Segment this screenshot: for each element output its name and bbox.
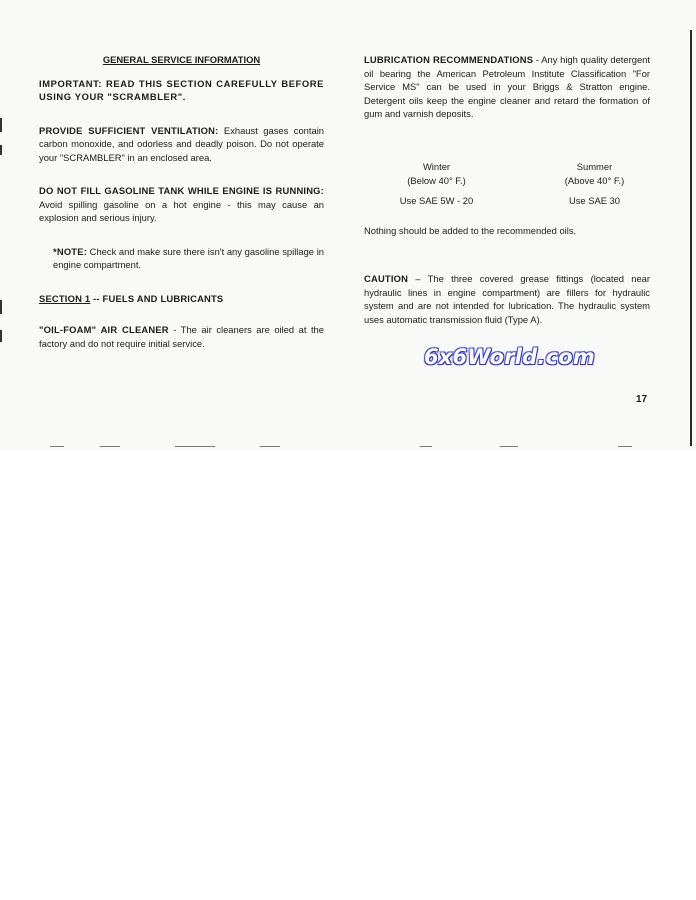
scan-dash (175, 446, 215, 447)
note-label: *NOTE: (53, 245, 88, 257)
ventilation-label: PROVIDE SUFFICIENT VENTILATION: (39, 124, 219, 136)
gasoline-paragraph (39, 184, 324, 225)
section-title: -- FUELS AND LUBRICANTS (90, 292, 224, 304)
section-heading (39, 292, 324, 306)
note-text: Check and make sure there isn't any gasoline spillage in engine compartment. (53, 245, 324, 270)
note-paragraph (53, 245, 324, 272)
gasoline-label: DO NOT FILL GASOLINE TANK WHILE ENGINE IS RUNNING: (39, 185, 324, 196)
gasoline-text: Avoid spilling gasoline on a hot engine - this may cause an explosion and serious injury. (39, 198, 324, 223)
general-service-heading: GENERAL SERVICE INFORMATION (102, 54, 261, 65)
caution-text: – The three covered grease fittings (located near hydraulic lines in engine compartment) are fillers for hydraulic system and are not intended for lubrication. The hydraulic system uses automatic transmission fluid (Type A). (364, 273, 650, 325)
scan-dash (260, 446, 280, 447)
scan-edge-right (686, 30, 692, 446)
scan-dash (50, 446, 64, 447)
important-notice: IMPORTANT: READ THIS SECTION CAREFULLY BEFORE USING YOUR "SCRAMBLER". (39, 77, 324, 102)
nothing-added-note: Nothing should be added to the recommended oils. (364, 225, 577, 236)
scan-dash (100, 446, 120, 447)
scan-dash (618, 446, 632, 447)
summer-heading: Summer (576, 161, 613, 172)
air-cleaner-label: "OIL-FOAM" AIR CLEANER (39, 324, 169, 335)
lubrication-label: LUBRICATION RECOMMENDATIONS (364, 54, 534, 65)
summer-oil: Use SAE 30 (568, 195, 621, 206)
winter-oil: Use SAE 5W - 20 (399, 195, 474, 206)
scan-edge-left-mark (0, 145, 2, 155)
right-column (364, 53, 650, 121)
air-cleaner-paragraph (39, 323, 324, 350)
scan-edge-left-mark (0, 118, 2, 132)
scan-edge-left-mark (0, 300, 2, 314)
watermark-logo: 6x6World.com (424, 345, 595, 369)
page-number: 17 (636, 394, 648, 405)
ventilation-text: Exhaust gases contain carbon monoxide, and odorless and deadly poison. Do not operate your "SCRAMBLER" in an enclosed area. (39, 124, 324, 163)
scan-dash (420, 446, 432, 447)
winter-temperature: (Below 40° F.) (407, 175, 466, 186)
lubrication-text: - Any high quality detergent oil bearing the American Petroleum Institute Classification "For Service MS" can be used in your Briggs & Stratton engine. Detergent oils keep the engine cleaner and retard the formation of gum and varnish deposits. (364, 54, 650, 119)
winter-column (364, 160, 509, 208)
winter-heading: Winter (422, 161, 451, 172)
scan-dash (500, 446, 518, 447)
section-label: SECTION 1 (39, 292, 91, 304)
left-column (39, 53, 324, 350)
scan-edge-left-mark (0, 330, 2, 342)
summer-column (522, 160, 667, 208)
lubrication-paragraph (364, 53, 650, 121)
summer-temperature: (Above 40° F.) (564, 175, 625, 186)
ventilation-paragraph (39, 124, 324, 165)
caution-label: CAUTION (364, 273, 409, 284)
caution-paragraph (364, 272, 650, 326)
air-cleaner-text: - The air cleaners are oiled at the factory and do not require initial service. (39, 324, 324, 349)
